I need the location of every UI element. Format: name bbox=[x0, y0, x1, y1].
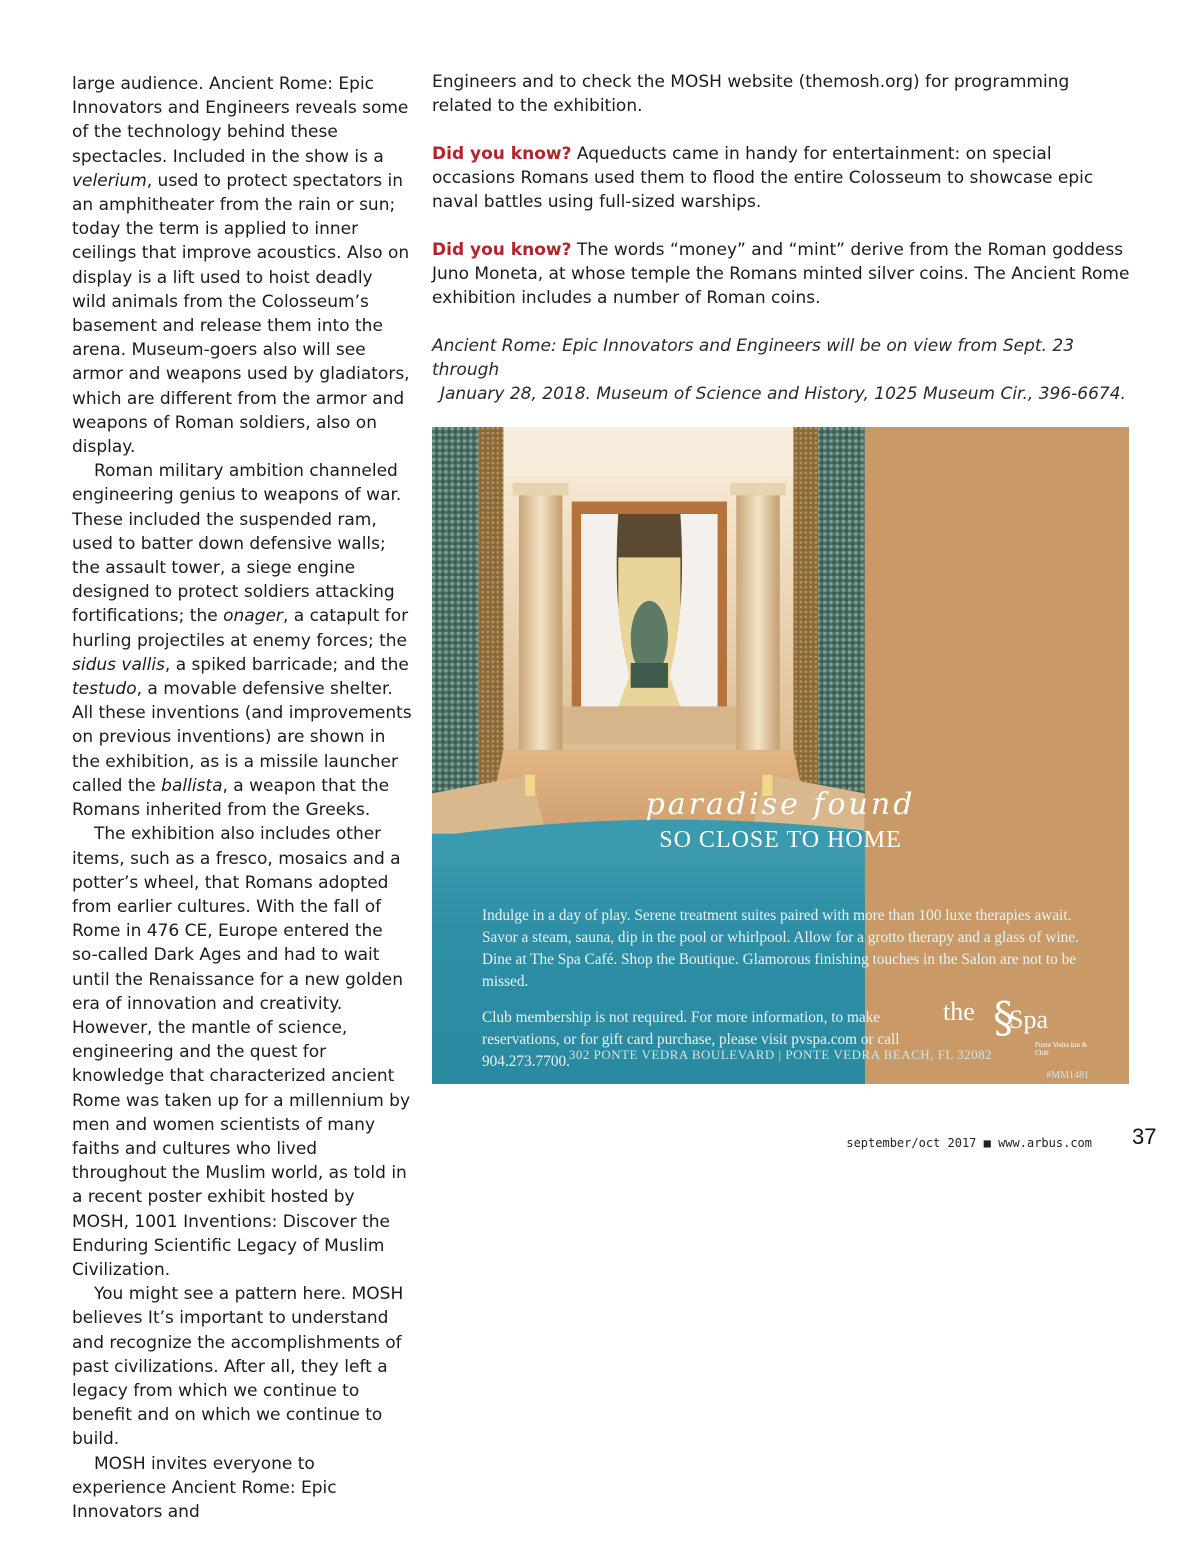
article-paragraph-5 bbox=[72, 1452, 412, 1525]
did-you-know-money bbox=[432, 238, 1132, 310]
left-column bbox=[72, 72, 412, 1524]
ad-body-copy: Indulge in a day of play. Serene treatment suites paired with more than 100 luxe therapies await. Savor a steam, sauna, dip in the pool or whirlpool. Allow for a grotto therapy and a glass of wine. Dine at The Spa Café. Shop the Boutique. Glamorous finishing touches in the Salon are not to be missed. bbox=[482, 907, 1079, 990]
italic-term: sidus vallis bbox=[72, 654, 165, 675]
text-run: large audience. Ancient Rome: Epic Innovators and Engineers reveals some of the technology behind these spectacles. Included in the show is a bbox=[72, 74, 409, 167]
article-continuation: Engineers and to check the MOSH website (themosh.org) for programming related to the exhibition. bbox=[432, 72, 1070, 116]
italic-term: onager bbox=[223, 606, 283, 627]
italic-term: testudo bbox=[72, 679, 137, 700]
page-number: 37 bbox=[1132, 1124, 1157, 1149]
ad-address: 302 PONTE VEDRA BOULEVARD | PONTE VEDRA BEACH, FL 32082 bbox=[568, 1047, 993, 1062]
text-run: You might see a pattern here. MOSH believes It’s important to understand and recognize the accomplishments of past civilizations. After all, they left a legacy from which we continue to benefit and on which we continue to build. bbox=[72, 1284, 404, 1450]
ad-club-info: Club membership is not required. For more information, to make reservations, or for gift card purchase, please visit pvspa.com or call 904.273.7700. bbox=[482, 1009, 900, 1070]
logo-sub: Ponte Vedra Inn & Club bbox=[1035, 1041, 1088, 1057]
text-run: , a catapult for hurling projectiles at enemy forces; the bbox=[72, 606, 409, 651]
text-run: , a movable defensive shelter. All these inventions (and improvements on previous inventions) are shown in the exhibition, as is a missile launcher called the bbox=[72, 679, 412, 796]
italic-term: velerium bbox=[72, 170, 147, 191]
article-paragraph-1 bbox=[72, 72, 412, 459]
credit-line-1: Ancient Rome: Epic Innovators and Engineers will be on view from Sept. 23 through bbox=[432, 336, 1075, 380]
did-you-know-text: The words “money” and “mint” derive from the Roman goddess Juno Moneta, at whose temple the Romans minted silver coins. The Ancient Rome exhibition includes a number of Roman coins. bbox=[432, 240, 1130, 308]
did-you-know-text: Aqueducts came in handy for entertainment: on special occasions Romans used them to flood the entire Colosseum to showcase epic naval battles using full-sized warships. bbox=[432, 144, 1094, 212]
did-you-know-label: Did you know? bbox=[432, 144, 572, 164]
seahorse-icon: § bbox=[993, 993, 1014, 1042]
text-run: , a spiked barricade; and the bbox=[164, 654, 409, 675]
exhibition-credit bbox=[432, 334, 1132, 406]
logo-spa: Spa bbox=[1009, 1005, 1048, 1034]
issue-footer: september/oct 2017 ■ www.arbus.com bbox=[846, 1136, 1092, 1150]
spa-advertisement bbox=[432, 427, 1129, 1084]
right-column bbox=[432, 70, 1132, 430]
text-run: , a weapon that the Romans inherited from the Greeks. bbox=[72, 775, 390, 821]
credit-line-2: January 28, 2018. Museum of Science and History, 1025 Museum Cir., 396-6674. bbox=[440, 384, 1126, 404]
text-run: Roman military ambition channeled engineering genius to weapons of war. These included the suspended ram, used to batter down defensive walls; the assault tower, a siege engine designed to protect soldiers attacking fortifications; the bbox=[72, 461, 402, 627]
did-you-know-aqueducts bbox=[432, 142, 1132, 214]
ad-headline-tagline: SO CLOSE TO HOME bbox=[659, 827, 902, 853]
text-run: , used to protect spectators in an amphitheater from the rain or sun; today the term is applied to inner ceilings that improve acoustics. Also on display is a lift used to hoist deadly wild animals from the Colosseum’s basement and release them into the arena. Museum-goers also will see armor and weapons used by gladiators, which are different from the armor and weapons of Roman soldiers, also on display. bbox=[72, 170, 410, 458]
did-you-know-label: Did you know? bbox=[432, 240, 572, 260]
article-paragraph-4 bbox=[72, 1282, 412, 1451]
italic-term: ballista bbox=[161, 775, 223, 796]
article-paragraph-3 bbox=[72, 822, 412, 1282]
article-paragraph-2 bbox=[72, 459, 412, 822]
text-run: MOSH invites everyone to experience Ancient Rome: Epic Innovators and bbox=[72, 1453, 337, 1522]
ad-headline-script: paradise found bbox=[645, 787, 916, 822]
ad-code: #MM1481 bbox=[1046, 1070, 1089, 1081]
text-run: The exhibition also includes other items, such as a fresco, mosaics and a potter’s wheel, that Romans adopted from earlier cultures. With the fall of Rome in 476 CE, Europe entered the so-called Dark Ages and had to wait until the Renaissance for a new golden era of innovation and creativity. However, the mantle of science, engineering and the quest for knowledge that characterized ancient Rome was taken up for a millennium by men and women scientists of many faiths and cultures who lived throughout the Muslim world, as told in a recent poster exhibit hosted by MOSH, 1001 Inventions: Discover the Enduring Scientific Legacy of Muslim Civilization. bbox=[72, 824, 411, 1280]
logo-the: the bbox=[943, 997, 975, 1026]
